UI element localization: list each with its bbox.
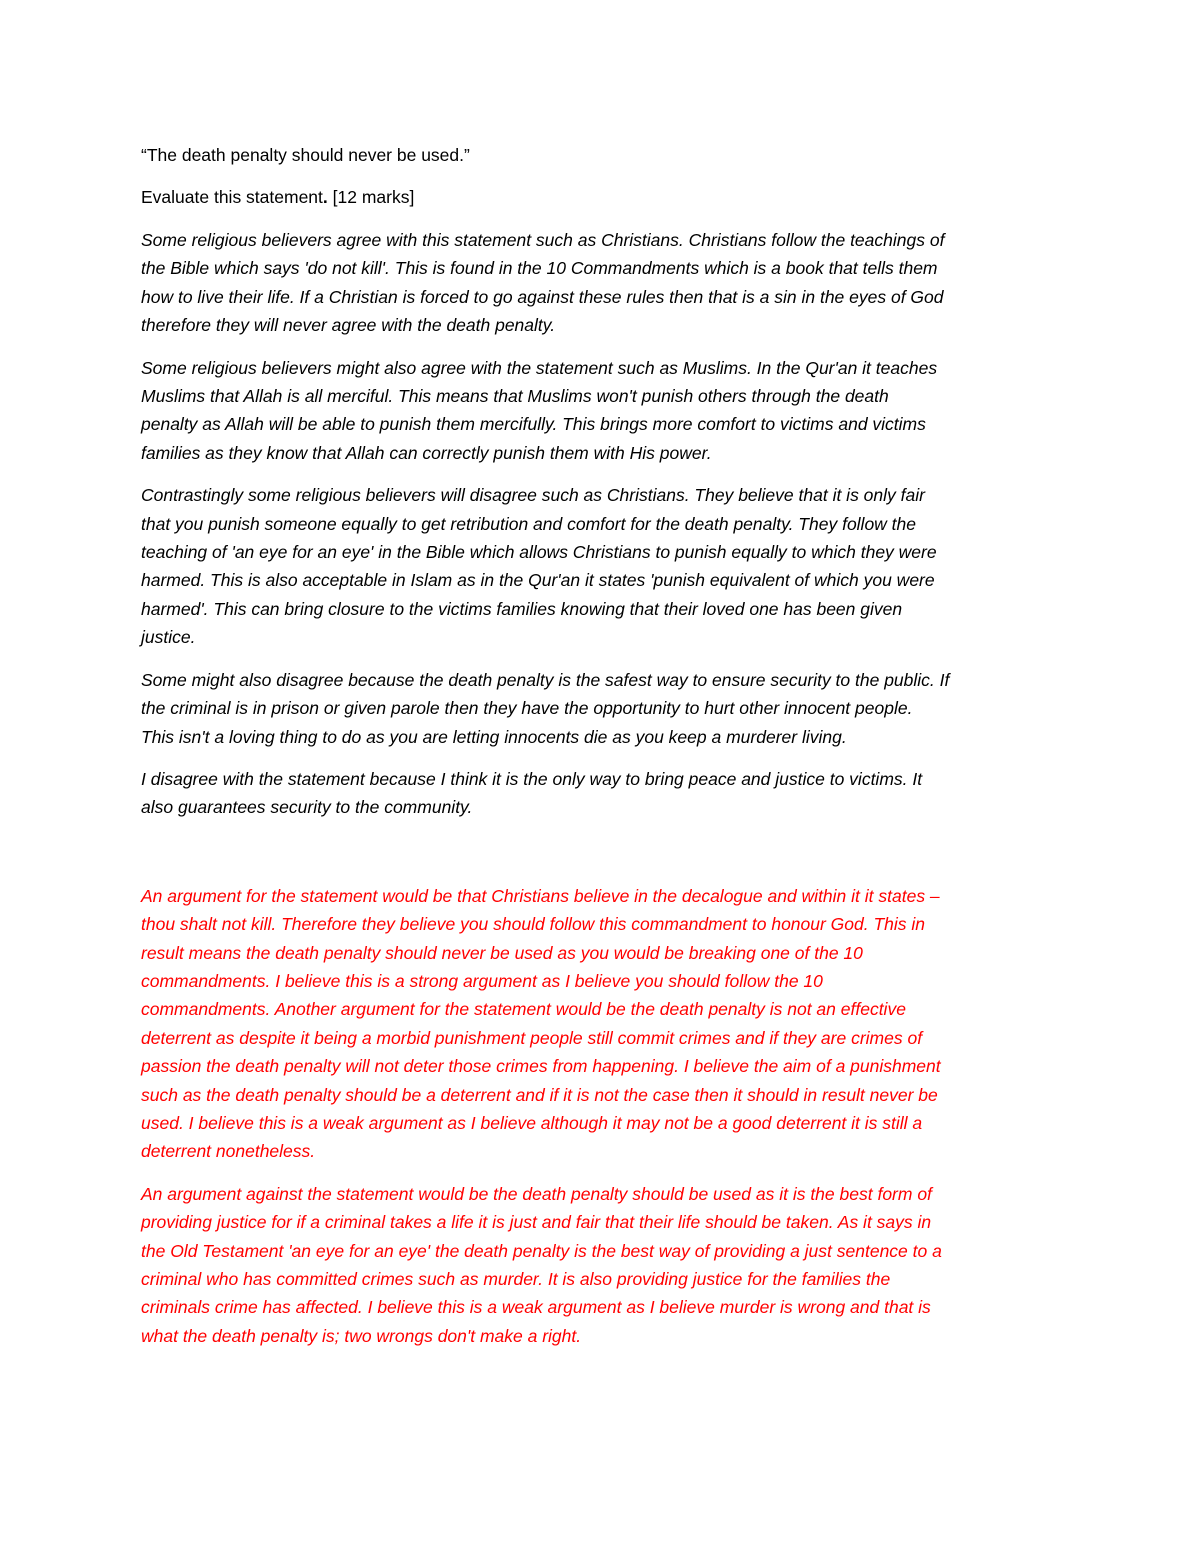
text-line: that you punish someone equally to get retribution and comfort for the death penalty. They follow the <box>141 513 917 534</box>
answer-paragraph-2 <box>141 354 1056 468</box>
text-line: such as the death penalty should be a deterrent and if it is not the case then it should in result never be <box>141 1084 938 1105</box>
text-line: commandments. I believe this is a strong argument as I believe you should follow the 10 <box>141 970 823 991</box>
text-line: harmed'. This can bring closure to the victims families knowing that their loved one has been given <box>141 598 903 619</box>
text-line: passion the death penalty will not deter those crimes from happening. I believe the aim of a punishment <box>141 1056 941 1077</box>
text-line: penalty as Allah will be able to punish them mercifully. This brings more comfort to victims and victims <box>141 414 926 435</box>
text-line: the Bible which says 'do not kill'. This is found in the 10 Commandments which is a book that tells them <box>141 258 938 279</box>
text-line: deterrent as despite it being a morbid punishment people still commit crimes and if they are crimes of <box>141 1027 923 1048</box>
text-line: thou shalt not kill. Therefore they believe you should follow this commandment to honour God. This in <box>141 914 926 935</box>
text-line: criminals crime has affected. I believe this is a weak argument as I believe murder is wrong and that is <box>141 1297 931 1318</box>
text-line: providing justice for if a criminal takes a life it is just and fair that their life should be taken. As it says in <box>141 1212 932 1233</box>
text-line: result means the death penalty should never be used as you would be breaking one of the 10 <box>141 942 863 963</box>
document-page <box>141 141 1056 1364</box>
text-line: deterrent nonetheless. <box>141 1141 316 1162</box>
text-line: teaching of 'an eye for an eye' in the Bible which allows Christians to punish equally to which they were <box>141 542 937 563</box>
text-line: justice. <box>141 627 196 648</box>
question-prefix: Evaluate this statement <box>141 187 323 207</box>
text-line: Contrastingly some religious believers will disagree such as Christians. They believe that it is only fair <box>141 485 925 506</box>
text-line: used. I believe this is a weak argument as I believe although it may not be a good deterrent it is still a <box>141 1112 923 1133</box>
text-line: Some religious believers might also agree with the statement such as Muslims. In the Qur'an it teaches <box>141 357 938 378</box>
text-line: Some religious believers agree with this statement such as Christians. Christians follow the teachings of <box>141 230 945 250</box>
text-line: how to live their life. If a Christian is forced to go against these rules then that is a sin in the eyes of God <box>141 286 944 307</box>
essay-title: “The death penalty should never be used.” <box>141 145 470 165</box>
text-line: commandments. Another argument for the statement would be the death penalty is not an effective <box>141 999 906 1020</box>
question-line <box>141 183 1056 211</box>
text-line: families as they know that Allah can correctly punish them with His power. <box>141 442 712 463</box>
answer-paragraph-4 <box>141 666 1056 751</box>
text-line: therefore they will never agree with the death penalty. <box>141 315 556 336</box>
text-line: Some might also disagree because the death penalty is the safest way to ensure security to the public. If <box>141 669 950 690</box>
text-line: what the death penalty is; two wrongs don't make a right. <box>141 1325 582 1346</box>
text-line: the Old Testament 'an eye for an eye' the death penalty is the best way of providing a just sentence to a <box>141 1240 942 1261</box>
text-line: An argument for the statement would be that Christians believe in the decalogue and within it it states – <box>141 885 940 906</box>
answer-paragraph-1 <box>141 226 1056 340</box>
feedback-paragraph-2 <box>141 1180 1056 1350</box>
answer-paragraph-3 <box>141 481 1056 651</box>
paragraph-gap <box>141 836 1056 882</box>
answer-paragraph-5 <box>141 765 1056 822</box>
text-line: An argument against the statement would be the death penalty should be used as it is the best form of <box>141 1183 932 1204</box>
text-line: criminal who has committed crimes such as murder. It is also providing justice for the families the <box>141 1269 891 1289</box>
question-suffix: [12 marks] <box>327 187 415 207</box>
text-line: Muslims that Allah is all merciful. This means that Muslims won't punish others through the death <box>141 386 889 407</box>
feedback-paragraph-1 <box>141 882 1056 1166</box>
text-line: the criminal is in prison or given parole then they have the opportunity to hurt other innocent people. <box>141 698 913 719</box>
text-line: I disagree with the statement because I think it is the only way to bring peace and justice to victims. It <box>141 768 923 789</box>
question-bold: . <box>322 187 328 207</box>
text-line: harmed. This is also acceptable in Islam as in the Qur'an it states 'punish equivalent of which you were <box>141 570 935 591</box>
text-line: This isn't a loving thing to do as you are letting innocents die as you keep a murderer living. <box>141 726 847 747</box>
text-line: also guarantees security to the community. <box>141 797 473 818</box>
